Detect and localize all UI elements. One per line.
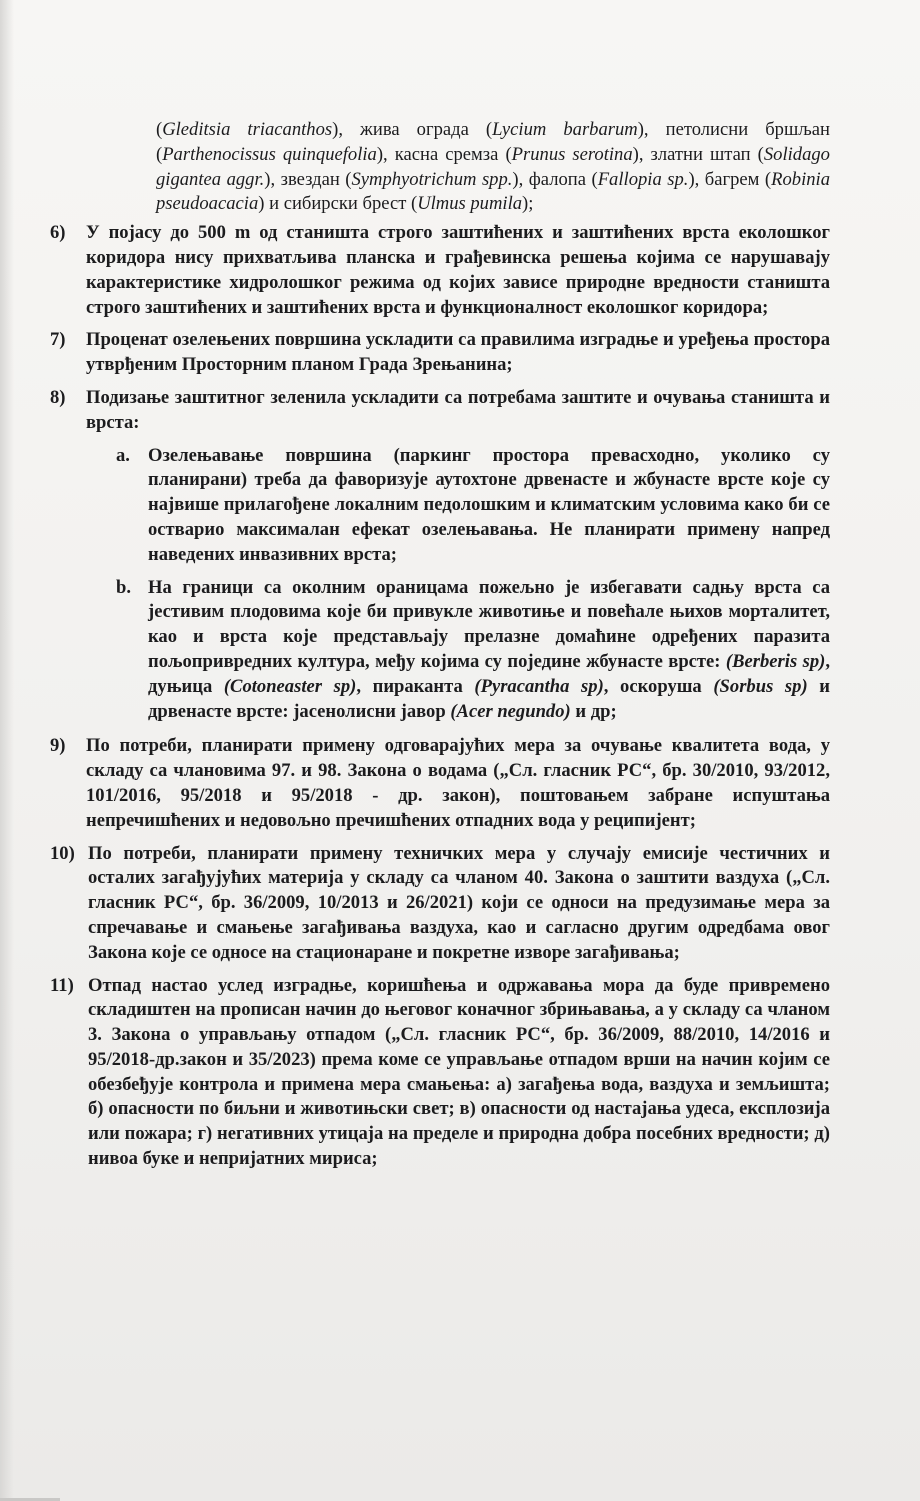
sub-item-text <box>148 576 830 725</box>
list-item-10 <box>50 842 830 966</box>
species-name: (Berberis sp) <box>725 650 826 672</box>
item-text: Подизање заштитног зеленила ускладити са потребама заштите и очувања станишта и врста: <box>86 386 830 433</box>
item-number: 10) <box>50 842 75 864</box>
item-text: По потреби, планирати примену одговарајућих мера за очување квалитета вода, у складу са члановима 97. и 98. Закона о водама („Сл. гласник РС“, бр. 30/2010, 93/2012, 101/2016, 95/2018 и 95/2018 - др. закон), поштовањем забране испуштања непречишћених и недовољно пречишћених отпадних вода у реципијент; <box>86 735 830 831</box>
item-number: 11) <box>50 974 74 996</box>
list-item-11 <box>50 974 830 1172</box>
text-run: ), фалопа ( <box>512 168 598 190</box>
text-run: , дуњица <box>148 650 830 697</box>
text-run: ), звездан ( <box>264 168 352 190</box>
item-text: По потреби, планирати примену техничких мера у случају емисије честичних и осталих загађујућих материја у складу са чланом 40. Закона о заштити ваздуха („Сл. гласник РС“, бр. 36/2009, 10/2013 и 26/2021) који се односи на предузимање мера за спречавање и смањење загађивања ваздуха, као и сагласно другим одредбама овог Закона које се односе на стационаране и покретне изворе загађивања; <box>88 842 830 963</box>
item-number: 9) <box>50 735 66 757</box>
species-name: (Pyracantha sp) <box>474 675 604 697</box>
list-item-7 <box>50 328 830 378</box>
text-run: , пираканта <box>356 675 475 697</box>
document-body <box>50 118 830 1180</box>
text-run: ), касна сремза ( <box>376 143 512 165</box>
species-name: Parthenocissus quinquefolia <box>162 143 377 165</box>
species-name: Prunus serotina <box>511 143 633 165</box>
list-item-9 <box>50 734 830 833</box>
text-run: , оскоруша <box>603 675 714 697</box>
text-run: ); <box>522 193 534 215</box>
text-run: ) и сибирски брест ( <box>258 193 418 215</box>
page-edge-shadow <box>0 0 14 1501</box>
item-number: 6) <box>50 222 66 244</box>
text-run: ), багрем ( <box>688 168 772 190</box>
sub-item-a <box>116 444 830 568</box>
list-item-8 <box>50 386 830 436</box>
text-run: ( <box>156 119 163 140</box>
item-text: Проценат озелењених површина ускладити са правилима изградње и уређења простора утврђеним Просторним планом Града Зрењанина; <box>86 329 830 376</box>
intro-paragraph <box>156 118 830 217</box>
species-name: Gleditsia triacanthos <box>162 119 333 140</box>
species-name: Symphyotrichum spp. <box>351 168 513 190</box>
species-name: (Acer negundo) <box>450 700 571 722</box>
species-name: Lycium barbarum <box>492 119 638 140</box>
text-run: и дрвенасте врсте: јасенолисни јавор <box>148 675 830 722</box>
item-text: У појасу до 500 m од станишта строго заштићених и заштићених врста еколошког коридора нису прихватљива планска и грађевинска решења којима се нарушавају карактеристике хидролошког режима од којих зависе природне вредности станишта строго заштићених и заштићених врста и функционалност еколошког коридора; <box>86 222 830 318</box>
sub-item-text: Озелењавање површина (паркинг простора превасходно, уколико су планирани) треба да фаворизује аутохтоне дрвенасте и жбунасте врсте које су највише прилагођене локалним педолошким и климатским условима како би се остварио максималан ефекат озелењавања. Не планирати примену напред наведених инвазивних врста; <box>148 444 830 565</box>
text-run: ), петолисни бршљан ( <box>156 119 830 165</box>
text-run: На граници са околним ораницама пожељно је избегавати садњу врста са јестивим плодовима које би привукле животиње и повећале њихов морталитет, као и врста које представљају прелазне домаћине одређених паразита пољопривредних култура, међу којима су поједине жбунасте врсте: <box>148 576 830 672</box>
list-item-6 <box>50 221 830 320</box>
text-run: и др; <box>570 700 617 722</box>
text-run: ), жива ограда ( <box>332 119 493 140</box>
species-name: (Sorbus sp) <box>713 675 808 697</box>
species-name: Fallopia sp. <box>597 168 689 190</box>
species-name: Ulmus pumila <box>417 193 523 215</box>
species-name: (Cotoneaster sp) <box>223 675 357 697</box>
species-name: Robinia pseudoacacia <box>156 168 831 215</box>
sub-item-letter: b. <box>116 576 131 598</box>
text-run: ), златни штап ( <box>632 143 764 165</box>
item-number: 8) <box>50 386 66 408</box>
sub-item-letter: a. <box>116 444 130 466</box>
sub-item-b <box>116 576 830 725</box>
item-text: Отпад настао услед изградње, коришћења и одржавања мора да буде привремено складиштен на прописан начин до његовог коначног збрињавања, а у складу са чланом 3. Закона о управљању отпадом („Сл. гласник РС“, бр. 36/2009, 88/2010, 14/2016 и 95/2018-др.закон и 35/2023) према коме се управљање отпадом врши на начин којим се обезбеђује контрола и примена мера смањења: а) загађења вода, ваздуха и земљишта; б) опасности по биљни и животињски свет; в) опасности од настајања удеса, експлозија или пожара; г) негативних утицаја на пределе и природна добра посебних вредности; д) нивоа буке и непријатних мириса; <box>88 974 830 1170</box>
item-number: 7) <box>50 329 66 351</box>
species-name: Solidago gigantea aggr. <box>156 143 830 190</box>
